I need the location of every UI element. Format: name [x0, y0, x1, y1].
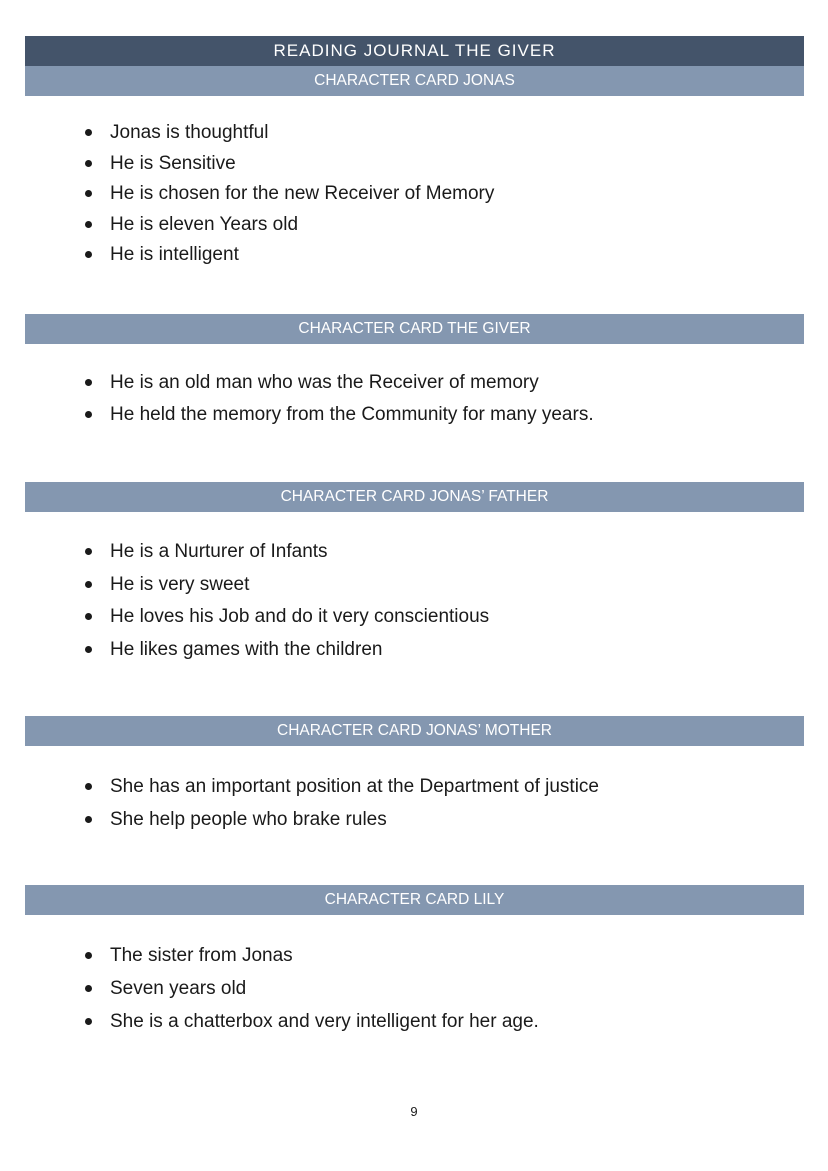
- bullet-icon: [85, 548, 92, 555]
- list-item: He held the memory from the Community for many years.: [83, 401, 594, 433]
- list-item: Jonas is thoughtful: [83, 119, 494, 150]
- bullet-icon: [85, 129, 92, 136]
- list-item: He is Sensitive: [83, 150, 494, 181]
- card-header-jonas-father: CHARACTER CARD JONAS’ FATHER: [25, 482, 804, 512]
- list-item: Seven years old: [83, 975, 539, 1008]
- card-header-the-giver: CHARACTER CARD THE GIVER: [25, 314, 804, 344]
- list-item: He is chosen for the new Receiver of Memory: [83, 180, 494, 211]
- bullet-icon: [85, 221, 92, 228]
- list-item: She help people who brake rules: [83, 806, 599, 839]
- list-item: He likes games with the children: [83, 636, 489, 669]
- bullet-icon: [85, 251, 92, 258]
- bullet-icon: [85, 816, 92, 823]
- bullet-icon: [85, 160, 92, 167]
- page-number: 9: [410, 1104, 418, 1119]
- card-list-jonas: [83, 119, 494, 272]
- card-list-jonas-father: [83, 538, 489, 668]
- bullet-icon: [85, 646, 92, 653]
- bullet-icon: [85, 783, 92, 790]
- journal-title: READING JOURNAL THE GIVER: [25, 36, 804, 66]
- card-list-jonas-mother: [83, 773, 599, 838]
- bullet-icon: [85, 952, 92, 959]
- list-item: He is an old man who was the Receiver of memory: [83, 369, 594, 401]
- bullet-icon: [85, 581, 92, 588]
- bullet-icon: [85, 411, 92, 418]
- card-list-lily: [83, 942, 539, 1041]
- list-item: He is very sweet: [83, 571, 489, 604]
- bullet-icon: [85, 613, 92, 620]
- list-item: The sister from Jonas: [83, 942, 539, 975]
- list-item: He is a Nurturer of Infants: [83, 538, 489, 571]
- card-header-jonas-mother: CHARACTER CARD JONAS’ MOTHER: [25, 716, 804, 746]
- bullet-icon: [85, 190, 92, 197]
- list-item: She has an important position at the Department of justice: [83, 773, 599, 806]
- card-header-jonas: CHARACTER CARD JONAS: [25, 66, 804, 96]
- card-header-lily: CHARACTER CARD LILY: [25, 885, 804, 915]
- list-item: He is eleven Years old: [83, 211, 494, 242]
- list-item: She is a chatterbox and very intelligent for her age.: [83, 1008, 539, 1041]
- list-item: He loves his Job and do it very conscientious: [83, 603, 489, 636]
- bullet-icon: [85, 985, 92, 992]
- bullet-icon: [85, 1018, 92, 1025]
- bullet-icon: [85, 379, 92, 386]
- list-item: He is intelligent: [83, 241, 494, 272]
- card-list-the-giver: [83, 369, 594, 433]
